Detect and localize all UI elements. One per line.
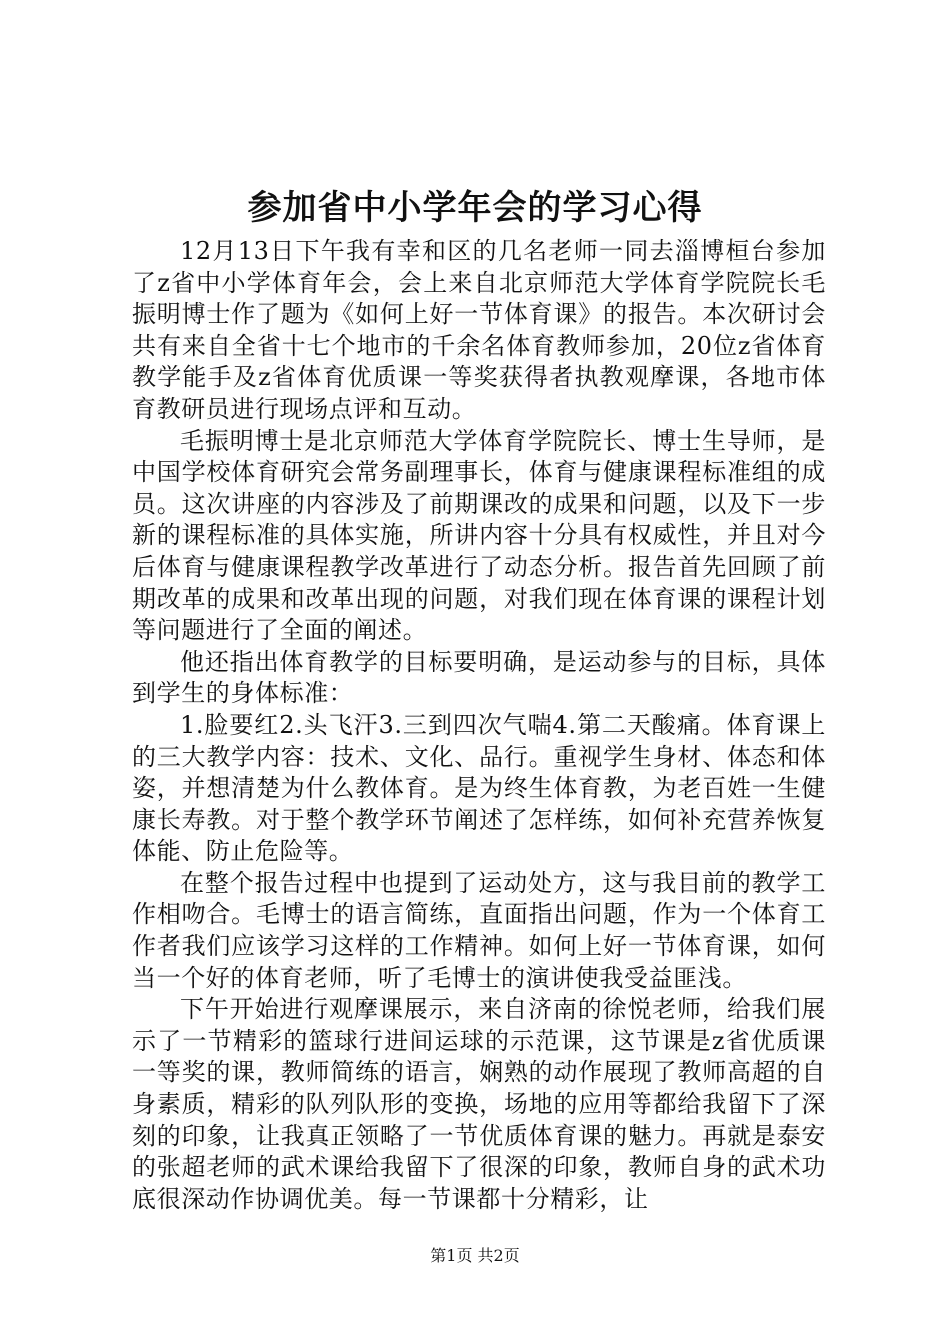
- paragraph-5: 在整个报告过程中也提到了运动处方，这与我目前的教学工作相吻合。毛博士的语言简练，直面指出问题，作为一个体育工作者我们应该学习这样的工作精神。如何上好一节体育课，如何当一个好的体育老师，听了毛博士的演讲使我受益匪浅。: [132, 868, 826, 992]
- paragraph-3: 他还指出体育教学的目标要明确，是运动参与的目标，具体到学生的身体标准：: [132, 647, 826, 708]
- paragraph-4: 1.脸要红2.头飞汗3.三到四次气喘4.第二天酸痛。体育课上的三大教学内容：技术、文化、品行。重视学生身材、体态和体姿，并想清楚为什么教体育。是为终生体育教，为老百姓一生健康长寿教。对于整个教学环节阐述了怎样练，如何补充营养恢复体能、防止危险等。: [132, 710, 826, 866]
- paragraph-1: 12月13日下午我有幸和区的几名老师一同去淄博桓台参加了z省中小学体育年会，会上来自北京师范大学体育学院院长毛振明博士作了题为《如何上好一节体育课》的报告。本次研讨会共有来自全省十七个地市的千余名体育教师参加，20位z省体育教学能手及z省体育优质课一等奖获得者执教观摩课，各地市体育教研员进行现场点评和互动。: [132, 237, 826, 423]
- paragraph-6: 下午开始进行观摩课展示，来自济南的徐悦老师，给我们展示了一节精彩的篮球行进间运球的示范课，这节课是z省优质课一等奖的课，教师简练的语言，娴熟的动作展现了教师高超的自身素质，精彩的队列队形的变换，场地的应用等都给我留下了深刻的印象，让我真正领略了一节优质体育课的魅力。再就是泰安的张超老师的武术课给我留下了很深的印象，教师自身的武术功底很深动作协调优美。每一节课都十分精彩，让: [132, 995, 826, 1213]
- document-body: [132, 236, 826, 1215]
- document-title: 参加省中小学年会的学习心得: [247, 188, 703, 228]
- page-number-footer: 第1页 共2页: [430, 1246, 520, 1265]
- paragraph-2: 毛振明博士是北京师范大学体育学院院长、博士生导师，是中国学校体育研究会常务副理事长，体育与健康课程标准组的成员。这次讲座的内容涉及了前期课改的成果和问题，以及下一步新的课程标准的具体实施，所讲内容十分具有权威性，并且对今后体育与健康课程教学改革进行了动态分析。报告首先回顾了前期改革的成果和改革出现的问题，对我们现在体育课的课程计划等问题进行了全面的阐述。: [132, 426, 826, 645]
